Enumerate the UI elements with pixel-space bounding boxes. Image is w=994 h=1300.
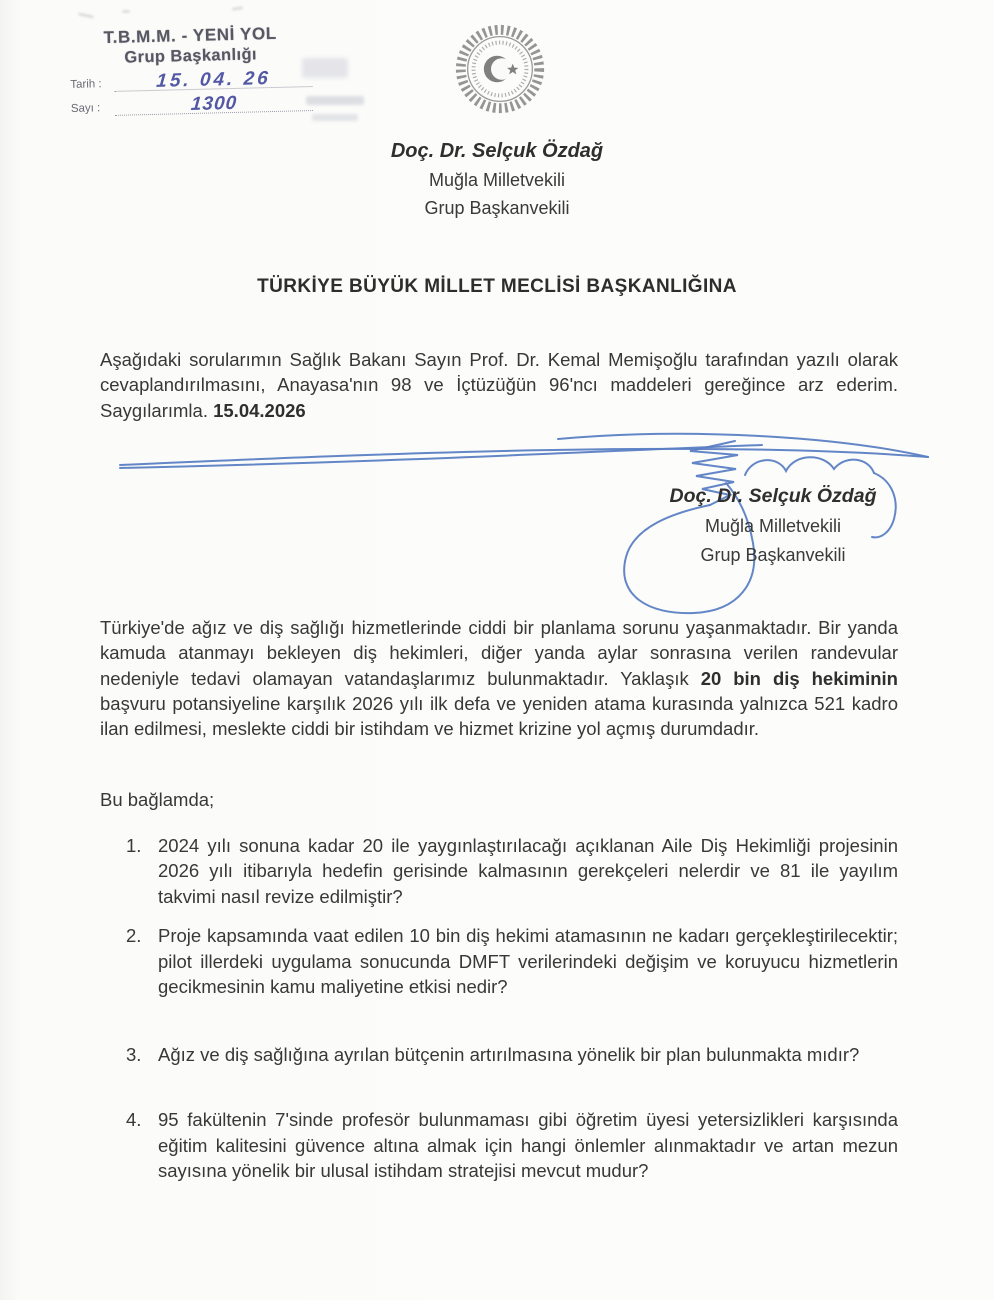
stamp-number-value: 1300 — [189, 92, 238, 116]
author-name: Doç. Dr. Selçuk Özdağ — [390, 140, 604, 162]
signature-area — [0, 429, 994, 615]
group-presidency-stamp — [69, 23, 313, 117]
stamp-date-label: Tarih : — [70, 78, 102, 91]
question-item-4 — [126, 1107, 898, 1184]
question-text: Proje kapsamında vaat edilen 10 bin diş hekimi atamasının ne kadarı gerçekleştirilecektir; pilot illerdeki uygulama sonucunda DMFT verilerindeki değişim ve koruyucu hizmetlerin gecikmesinin kamu maliyetine etkisi nedir? — [158, 925, 898, 998]
author-role: Grup Başkanvekili — [424, 198, 570, 218]
body-text-bold: 20 bin diş hekiminin — [700, 667, 898, 689]
intro-paragraph — [100, 347, 898, 423]
stamp-org-name: T.B.M.M. - YENİ YOL — [103, 23, 277, 48]
intro-date: 15.04.2026 — [213, 399, 306, 421]
tbmm-seal-icon — [451, 20, 549, 118]
question-text: 2024 yılı sonuna kadar 20 ile yaygınlaştırılacağı açıklanan Aile Diş Hekimliği projesinin 2026 yılı itibarıyla hedefin gerisinde kalmasının gerekçeleri nelerdir ve 81 ile yayılım takvimi nasıl revize edilmiştir? — [158, 834, 898, 907]
question-text: Ağız ve diş sağlığına ayrılan bütçenin artırılmasına yönelik bir plan bulunmakta mıdır? — [158, 1043, 860, 1065]
intro-text: Aşağıdaki sorularımın Sağlık Bakanı Sayın Prof. Dr. Kemal Memişoğlu tarafından yazılı olarak cevaplandırılmasını, Anayasa'nın 98 ve İçtüzüğün 96'ncı maddeleri gereğince arz ederim. Saygılarımla. — [100, 349, 898, 421]
question-list — [126, 833, 898, 1184]
stamp-dept-name: Grup Başkanlığı — [124, 45, 258, 67]
document-heading: TÜRKİYE BÜYÜK MİLLET MECLİSİ BAŞKANLIĞINA — [257, 276, 737, 297]
scan-smudge — [306, 96, 364, 105]
question-number: 1. — [126, 834, 142, 856]
crescent-star-seal-icon — [451, 20, 549, 118]
signatory-role: Grup Başkanvekili — [700, 545, 846, 566]
stamp-number-label: Sayı : — [70, 102, 101, 115]
question-number: 3. — [126, 1043, 142, 1065]
stamp-date-value: 15. 04. 26 — [155, 68, 272, 92]
context-line: Bu bağlamda; — [100, 788, 215, 810]
question-number: 4. — [126, 1109, 142, 1131]
question-text: 95 fakültenin 7'sinde profesör bulunmaması gibi öğretim üyesi yetersizlikleri karşısında eğitim kalitesini güvence altına almak için hangi önlemler alınmaktadır ve artan mezun sayısına yönelik bir ulusal istihdam stratejisi mevcut mudur? — [158, 1109, 898, 1182]
stamp-date-line — [114, 64, 313, 92]
stamp-number-line — [115, 88, 314, 116]
body-text-1: Türkiye'de ağız ve diş sağlığı hizmetlerinde ciddi bir planlama sorunu yaşanmaktadır. Bir yanda kamuda atanmayı bekleyen diş hekimleri, diğer yanda aylar sonrasına verilen randevular nedeniyle tedavi olamayan vatandaşlarımız bulunmaktadır. Yaklaşık — [100, 617, 898, 689]
signatory-block — [618, 485, 928, 566]
question-item-1 — [126, 833, 898, 910]
signatory-constituency: Muğla Milletvekili — [704, 516, 842, 537]
body-text-2: başvuru potansiyeline karşılık 2026 yılı ilk defa ve yeniden atama kurasında yalnızca 521 kadro ilan edilmesi, meslekte ciddi bir istihdam ve hizmet krizine yol açmış durumdadır. — [100, 693, 898, 740]
question-item-3 — [126, 1042, 898, 1068]
author-constituency: Muğla Milletvekili — [428, 170, 566, 190]
scan-smudge — [122, 10, 130, 13]
question-number: 2. — [126, 925, 142, 947]
question-item-2 — [126, 923, 898, 1000]
signatory-name: Doç. Dr. Selçuk Özdağ — [669, 485, 877, 508]
body-paragraph — [100, 615, 898, 742]
scan-smudge — [312, 114, 358, 121]
